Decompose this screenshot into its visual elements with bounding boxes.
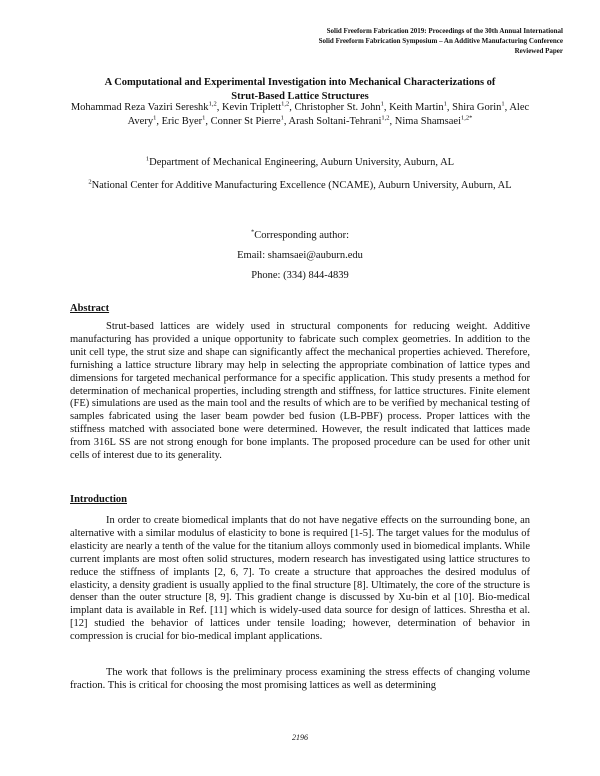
author-affiliation-mark: 1 — [153, 114, 157, 122]
author-list: Mohammad Reza Vaziri Sereshk$^{1,2}$, Kevin Triplett$^{1,2}$, Christopher St. John$^1$, Keith Martin$^1$, Shira Gorin$^1$, Alec Avery$^1$, Eric Byer$^1$, Conner St Pierre$^1$, Arash Soltani-Tehrani$^{1,2}$, Nima Shamsaei$^{1,2*}$ — [70, 100, 530, 127]
author-name: Arash Soltani-Tehrani — [288, 116, 382, 127]
author-affiliation-mark: 1 — [501, 100, 505, 108]
author-name: Christopher St. John — [294, 102, 381, 113]
header-line-2: Solid Freeform Fabrication Symposium – An Additive Manufacturing Conference — [318, 37, 563, 45]
affiliation-1 — [80, 155, 520, 170]
affiliation-text: Department of Mechanical Engineering, Auburn University, Auburn, AL — [149, 157, 455, 168]
author-name: Alec Avery — [127, 102, 530, 127]
author-name: Kevin Triplett — [221, 102, 282, 113]
author-affiliation-mark: 1,2* — [461, 114, 473, 122]
affiliation-mark: 2 — [88, 178, 92, 186]
author-affiliation-mark: 1 — [380, 100, 384, 108]
introduction-paragraph-2: The work that follows is the preliminary process examining the stress effects of changing volume fraction. This is critical for choosing the most promising lattices as well as determining — [70, 667, 530, 691]
author-affiliation-mark: 1,2 — [281, 100, 290, 108]
author-name: Nima Shamsaei — [394, 116, 461, 127]
author-phone: Phone: (334) 844-4839 — [251, 270, 349, 281]
author-affiliation-mark: 1 — [280, 114, 284, 122]
author-email: Email: shamsaei@auburn.edu — [237, 250, 363, 261]
author-affiliation-mark: 1,2 — [208, 100, 217, 108]
author-affiliation-mark: 1,2 — [381, 114, 390, 122]
affiliations — [80, 155, 520, 201]
title-line-2: Strut-Based Lattice Structures — [231, 91, 369, 102]
author-name: Mohammad Reza Vaziri Sereshk — [70, 102, 209, 113]
author-name: Keith Martin — [389, 102, 444, 113]
introduction-heading: Introduction — [70, 494, 127, 505]
affiliation-text: National Center for Additive Manufacturing Excellence (NCAME), Auburn University, Auburn, AL — [91, 180, 512, 191]
paper-title — [60, 76, 540, 104]
page-number: 2196 — [292, 733, 308, 742]
abstract-text: Strut-based lattices are widely used in structural components for reducing weight. Additive manufacturing has provided a unique opportunity to fabricate such complex geometries. In addition to the unit cell type, the strut size and shape can significantly affect the mechanical properties achieved. Therefore, furnishing a lattice structure library may help in selecting the appropriate combination of lattice types and dimensions for targeted mechanical performance for a specific application. This study presents a method for determination of mechanical properties, including strength and stiffness, for lattice structures. Finite element (FE) simulations are used as the main tool and the results of which are to be verified by mechanical testing of samples fabricated using the laser beam powder bed fusion (LB-PBF) process. Proper lattices with the stiffness matched with associated bone were determined. However, the result indicated that lattices made from 316L SS are not strong enough for bone implants. The proposed procedure can be used for other unit cells of interest due to its generality. — [70, 321, 530, 462]
title-line-1: A Computational and Experimental Investigation into Mechanical Characterizations of — [104, 77, 496, 88]
affiliation-mark: 1 — [145, 155, 150, 163]
header-line-3: Reviewed Paper — [514, 47, 563, 55]
author-affiliation-mark: 1 — [443, 100, 447, 108]
author-name: Conner St Pierre — [210, 116, 281, 127]
abstract-heading: Abstract — [70, 303, 110, 314]
introduction-paragraph-1: In order to create biomedical implants that do not have negative effects on the surrounding bone, an alternative with a similar modulus of elasticity to bone is required [1-5]. The target values for the modulus of elasticity are nearly a tenth of the value for the titanium alloys commonly used in biomedical implants. While current implants are most often solid structures, modern research has investigated using lattice structures to reduce the stiffness of implants [2, 6, 7]. To create a structure that approaches the desired modulus of elasticity, a density gradient is usually applied to the final structure [8]. Ultimately, the core of the structure is denser than the outer structure [8, 9]. This gradient change is discussed by Xu-bin et al [10]. Bio-medical implant data is available in Ref. [11] which is widely-used data source for design of lattices. Shrestha et al. [12] studied the behavior of lattices under tensile loading; however, determination of behavior in compression is crucial for bio-medical implant applications. — [70, 515, 530, 643]
corresponding-text: Corresponding author: — [254, 230, 350, 241]
author-name: Eric Byer — [161, 116, 203, 127]
affiliation-2 — [80, 178, 520, 193]
corresponding-author-block — [100, 228, 500, 288]
author-name: Shira Gorin — [452, 102, 502, 113]
header-line-1: Solid Freeform Fabrication 2019: Proceedings of the 30th Annual International — [326, 27, 563, 35]
author-affiliation-mark: 1 — [202, 114, 206, 122]
corresponding-label — [100, 228, 500, 244]
conference-header — [319, 26, 563, 56]
corresponding-mark: * — [250, 228, 255, 236]
